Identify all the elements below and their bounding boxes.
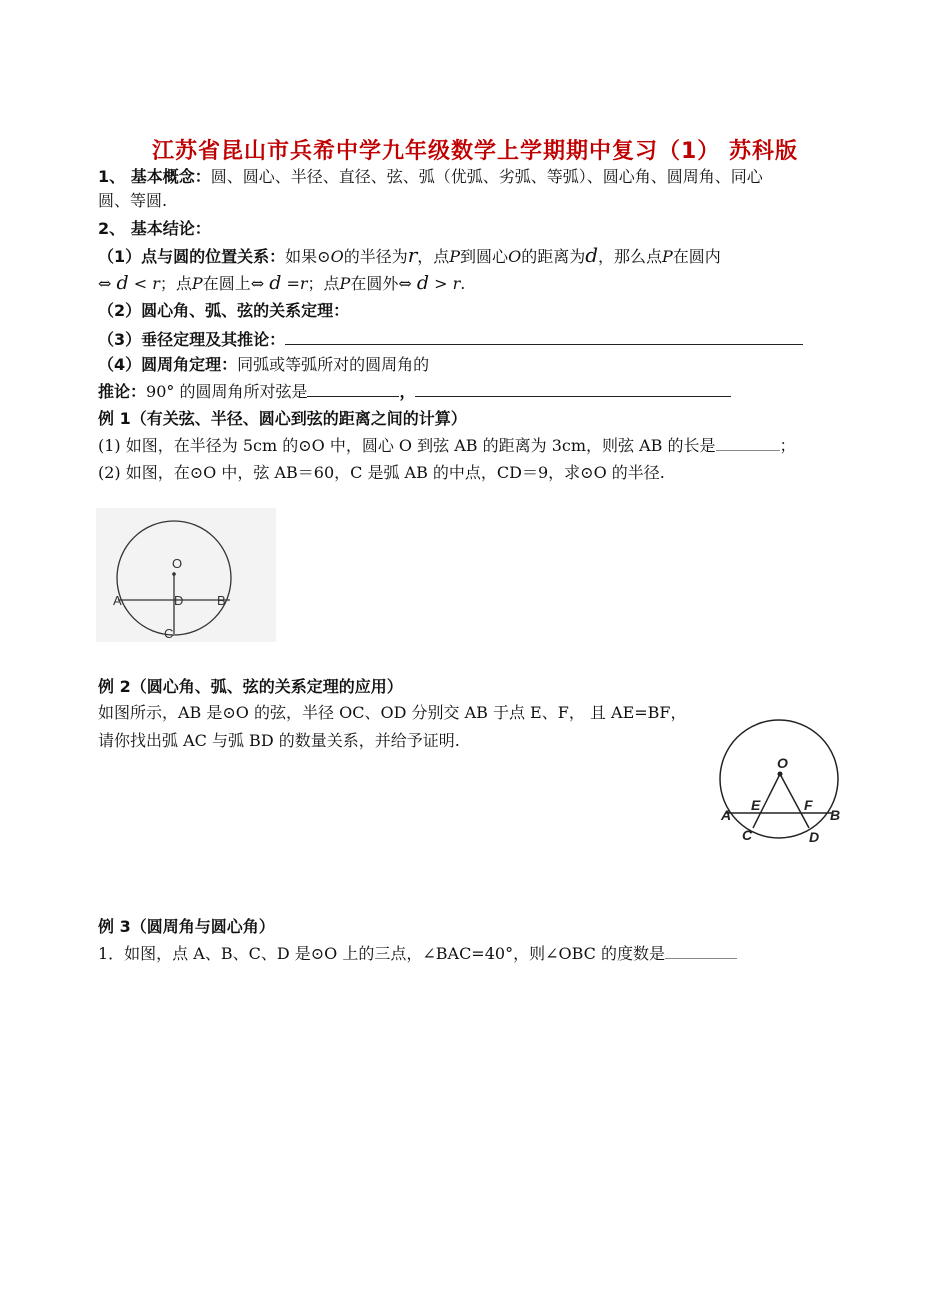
- corollary-label: 推论：: [98, 382, 147, 401]
- answer-blank[interactable]: [415, 380, 731, 397]
- symbol-d: d: [585, 243, 599, 267]
- example-2-text: 如图所示，AB 是⊙O 的弦，半径 OC、OD 分别交 AB 于点 E、F， 且 AE=BF，: [98, 703, 687, 722]
- item-label: （1）点与圆的位置关系：: [98, 247, 286, 266]
- label-C: C: [742, 827, 753, 843]
- label-E: E: [751, 797, 761, 813]
- comma: ，: [399, 382, 416, 401]
- answer-blank[interactable]: [716, 434, 780, 451]
- item-perpendicular-diameter: [98, 328, 803, 351]
- section-heading-conclusions: 2、 基本结论：: [98, 219, 211, 238]
- page-title: 江苏省昆山市兵希中学九年级数学上学期期中复习（1） 苏科版: [152, 139, 798, 164]
- item-central-angle-theorem: （2）圆心角、弧、弦的关系定理：: [98, 301, 350, 320]
- text-run: ，那么点: [598, 247, 663, 266]
- circle: [720, 720, 841, 838]
- gt-symbol: >: [429, 274, 453, 293]
- corollary-text: 90° 的圆周角所对弦是: [146, 382, 308, 401]
- section-heading: 1、 基本概念：: [98, 167, 211, 186]
- iff-symbol: ⇔: [398, 274, 412, 293]
- symbol-O: O: [330, 247, 344, 266]
- figure-background: [96, 508, 276, 642]
- point-circle-relation-continued: [98, 272, 465, 295]
- answer-blank[interactable]: [665, 942, 737, 959]
- text-run: ，点: [417, 247, 450, 266]
- text-run: 的半径为: [343, 247, 408, 266]
- text-run: 在圆内: [672, 247, 721, 266]
- label-C: C: [164, 626, 174, 641]
- eq-symbol: =: [281, 274, 300, 293]
- label-B: B: [830, 807, 841, 823]
- label-A: A: [721, 807, 732, 823]
- symbol-P: P: [339, 274, 351, 293]
- symbol-r: r: [452, 274, 461, 293]
- symbol-P: P: [662, 247, 673, 266]
- example-1-question-1: [98, 434, 796, 457]
- item-label: （3）垂径定理及其推论：: [98, 330, 286, 349]
- text-run: 如果⊙: [285, 247, 331, 266]
- section-basic-concepts: [98, 166, 763, 188]
- figure-1-circle-chord: [96, 508, 276, 642]
- label-A: A: [113, 593, 122, 608]
- lt-symbol: <: [128, 274, 153, 293]
- text-run: 在圆上: [202, 274, 251, 293]
- example-3-heading: 例 3（圆周角与圆心角）: [98, 917, 275, 936]
- label-F: F: [804, 797, 813, 813]
- example-3-question-1: [98, 942, 737, 965]
- question-text: (1) 如图，在半径为 5cm 的⊙O 中，圆心 O 到弦 AB 的距离为 3cm，则弦 AB 的长是: [98, 436, 716, 455]
- answer-blank[interactable]: [285, 328, 803, 345]
- period: .: [460, 274, 466, 293]
- text-run: 到圆心: [460, 247, 509, 266]
- text-run: ；点: [307, 274, 340, 293]
- symbol-P: P: [191, 274, 203, 293]
- text-run: ；点: [159, 274, 192, 293]
- concepts-text: 圆、圆心、半径、直径、弦、弧（优弧、劣弧、等弧）、圆心角、圆周角、同心: [210, 167, 763, 186]
- label-D: D: [174, 593, 184, 608]
- label-B: B: [217, 593, 226, 608]
- symbol-d: d: [116, 272, 129, 294]
- symbol-O: O: [508, 247, 522, 266]
- question-text: 1．如图，点 A、B、C、D 是⊙O 上的三点，∠BAC=40°，则∠OBC 的度数是: [98, 944, 665, 963]
- symbol-P: P: [449, 247, 461, 266]
- symbol-d: d: [416, 272, 429, 294]
- point-circle-relation: [98, 244, 721, 268]
- label-D: D: [809, 829, 820, 845]
- example-1-heading: 例 1（有关弦、半径、圆心到弦的距离之间的计算）: [98, 409, 467, 428]
- example-1-question-2: (2) 如图，在⊙O 中，弦 AB＝60，C 是弧 AB 的中点，CD＝9，求⊙O 的半径.: [98, 463, 665, 482]
- label-O: O: [172, 556, 183, 571]
- symbol-d: d: [269, 272, 282, 294]
- item-inscribed-angle-theorem: [98, 354, 429, 376]
- symbol-r: r: [299, 274, 308, 293]
- iff-symbol: ⇔: [98, 274, 112, 293]
- symbol-r: r: [407, 243, 418, 267]
- example-2-text-continued: 请你找出弧 AC 与弧 BD 的数量关系，并给予证明.: [98, 731, 460, 750]
- text-run: 在圆外: [350, 274, 399, 293]
- question-end: ；: [779, 436, 796, 455]
- center-point: [778, 772, 783, 777]
- theorem-text: 同弧或等弧所对的圆周角的: [237, 355, 430, 374]
- symbol-r: r: [152, 274, 160, 293]
- item-label: （4）圆周角定理：: [98, 355, 238, 374]
- example-2-heading: 例 2（圆心角、弧、弦的关系定理的应用）: [98, 677, 403, 696]
- iff-symbol: ⇔: [250, 274, 265, 293]
- concepts-continued: 圆、等圆.: [98, 191, 168, 210]
- corollary: [98, 380, 731, 403]
- figure-2-circle-radii: [716, 716, 856, 850]
- answer-blank[interactable]: [307, 380, 399, 397]
- label-O: O: [777, 755, 788, 771]
- center-point: [172, 572, 176, 576]
- text-run: 的距离为: [521, 247, 586, 266]
